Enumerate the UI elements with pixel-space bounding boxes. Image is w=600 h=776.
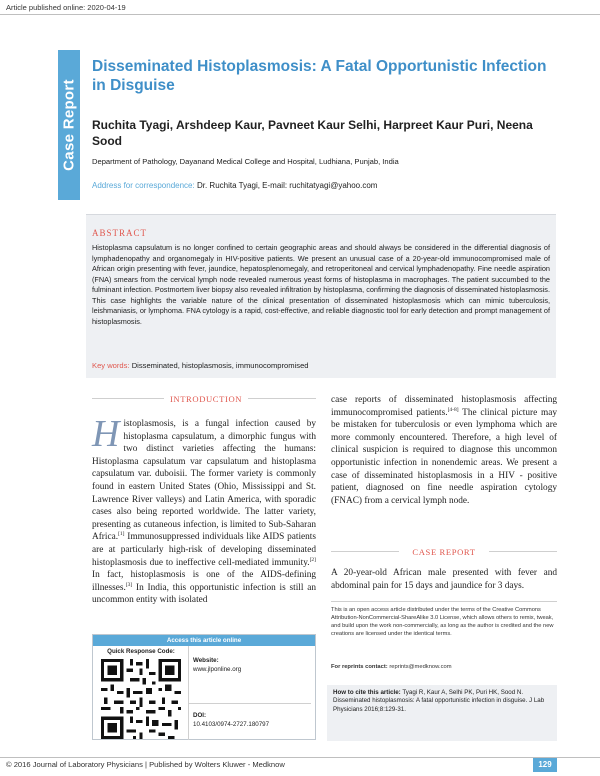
affiliation: Department of Pathology, Dayanand Medical College and Hospital, Ludhiana, Punjab, India <box>92 157 399 166</box>
website-link[interactable]: www.jlponline.org <box>193 666 242 673</box>
citation-ref: [3] <box>125 581 133 588</box>
article-type-label: Case Report <box>60 79 78 171</box>
correspondence-label: Address for correspondence: <box>92 181 195 190</box>
intro-text-e: case reports of disseminated histoplasmosis affecting immunocompromised patients. <box>331 395 557 418</box>
citation-label: How to cite this article: <box>333 689 401 696</box>
citation-ref: [4-8] <box>447 406 459 413</box>
access-article-box <box>92 634 316 740</box>
intro-text-a: istoplasmosis, is a fungal infection caused by histoplasma capsulatum, a dimorphic fungus with two distinct varieties affecting the humans: Histoplasma capsulatum var capsulatum and histoplasma capsulatum var. duboisii. The former variety is commonly found in eastern United States (Ohio, Mississippi and St. Lawrence River valleys) and Latin America, with sporadic cases also being reported worldwide. The latter variety, presenting as cutaneous infection, is limited to Sub-Saharan Africa. <box>92 419 316 543</box>
reprints-label: For reprints contact: <box>331 664 388 670</box>
drop-cap: H <box>92 413 120 455</box>
reprints-email[interactable]: reprints@medknow.com <box>389 664 452 670</box>
access-heading: Access this article online <box>93 635 315 646</box>
intro-rule-right <box>248 398 316 399</box>
keywords-text: Disseminated, histoplasmosis, immunocompromised <box>131 361 309 370</box>
citation-text: Tyagi R, Kaur A, Selhi PK, Puri HK, Sood N. Disseminated histoplasmosis: A fatal opportunistic infection in disguise. J Lab Physicians 2016;8:129-31. <box>333 689 545 713</box>
reprints <box>331 664 557 670</box>
introduction-paragraph-2 <box>331 394 557 507</box>
keywords-label: Key words: <box>92 361 130 370</box>
case-rule-right <box>489 551 557 552</box>
case-report-text: A 20-year-old African male presented with fever and abdominal pain for 15 days and jaundice for 3 days. <box>331 568 557 591</box>
keywords <box>92 361 550 370</box>
license-text: This is an open access article distributed under the terms of the Creative Commons Attribution-NonCommercial-ShareAlike 3.0 License, which allows others to remix, tweak, and build upon the work non-commercially, as long as the author is credited and the new creations are licensed under the identical terms. <box>331 607 554 637</box>
correspondence-text: Dr. Ruchita Tyagi, E-mail: ruchitatyagi@yahoo.com <box>196 181 378 190</box>
qr-label: Quick Response Code: <box>107 648 175 655</box>
doi-label: DOI: <box>193 712 207 719</box>
citation-ref: [2] <box>309 556 316 563</box>
case-rule-left <box>331 551 399 552</box>
header-divider <box>0 14 600 15</box>
correspondence <box>92 181 562 190</box>
article-title: Disseminated Histoplasmosis: A Fatal Opportunistic Infection in Disguise <box>92 58 547 94</box>
introduction-paragraph-1 <box>92 413 316 607</box>
abstract-heading: ABSTRACT <box>92 228 148 238</box>
intro-text-b: Immunosuppressed individuals like AIDS patients are at particularly high-risk of developing disseminated histoplasmosis due to ineffective cell-mediated immunity. <box>92 532 316 568</box>
abstract-text: Histoplasma capsulatum is no longer confined to certain geographic areas and should always be considered in the differential diagnosis of lymphadenopathy and organomegaly in HIV-positive patients. We present an unusual case of a 20-year-old immunocompromised male of African origin presenting with fever, jaundice, hepatosplenomegaly, and retroperitoneal and cervical lymphadenopathy. Fine needle aspiration (FNA) smears from the cervical lymph node revealed numerous yeast forms of histoplasma in macrophages. The patient succumbed to the fulminant infection. Postmortem liver biopsy also revealed infiltration by histoplasma, confirming the diagnosis of disseminated histoplasmosis. This case highlights the variable nature of the clinical presentation of disseminated histoplasmosis which can mimic tuberculosis, leishmaniasis, or lymphoma. FNA cytology is a rapid, cost-effective, and reliable diagnostic tool for early detection and prompt management of histoplasmosis. <box>92 243 550 326</box>
license-rule <box>331 601 557 602</box>
intro-rule-left <box>92 398 164 399</box>
intro-text-d: In India, this opportunistic infection is still an uncommon entity with isolated <box>92 582 316 606</box>
citation-ref: [1] <box>118 531 125 538</box>
publication-date: Article published online: 2020-04-19 <box>6 3 126 12</box>
intro-text-f: The clinical picture may be mistaken for tuberculosis or even lymphoma which are more commonly encountered. Therefore, a high level of clinical suspicion is required to diagnose this uncommon opportunistic infection in nonendemic areas. We present a case of disseminated histoplasmosis in a HIV - positive patient, diagnosed on fine needle aspiration cytology (FNAC) from a cervical lymph node. <box>331 407 557 506</box>
doi-link[interactable]: 10.4103/0974-2727.180797 <box>193 721 270 728</box>
page-number: 129 <box>533 758 557 772</box>
access-divider <box>189 703 311 704</box>
website-label: Website: <box>193 657 219 664</box>
qr-code-icon <box>101 659 181 739</box>
introduction-heading: INTRODUCTION <box>169 394 243 404</box>
footer-text: © 2016 Journal of Laboratory Physicians | Published by Wolters Kluwer - Medknow <box>6 760 285 769</box>
intro-text-c: In fact, histoplasmosis is one of the AIDS-defining illnesses. <box>92 570 316 593</box>
author-list: Ruchita Tyagi, Arshdeep Kaur, Pavneet Kaur Selhi, Harpreet Kaur Puri, Neena Sood <box>92 118 533 148</box>
case-report-heading: CASE REPORT <box>412 547 476 557</box>
abstract-top-rule <box>86 214 556 215</box>
footer-divider <box>0 757 600 758</box>
citation <box>333 689 553 714</box>
access-divider-vertical <box>188 646 189 740</box>
